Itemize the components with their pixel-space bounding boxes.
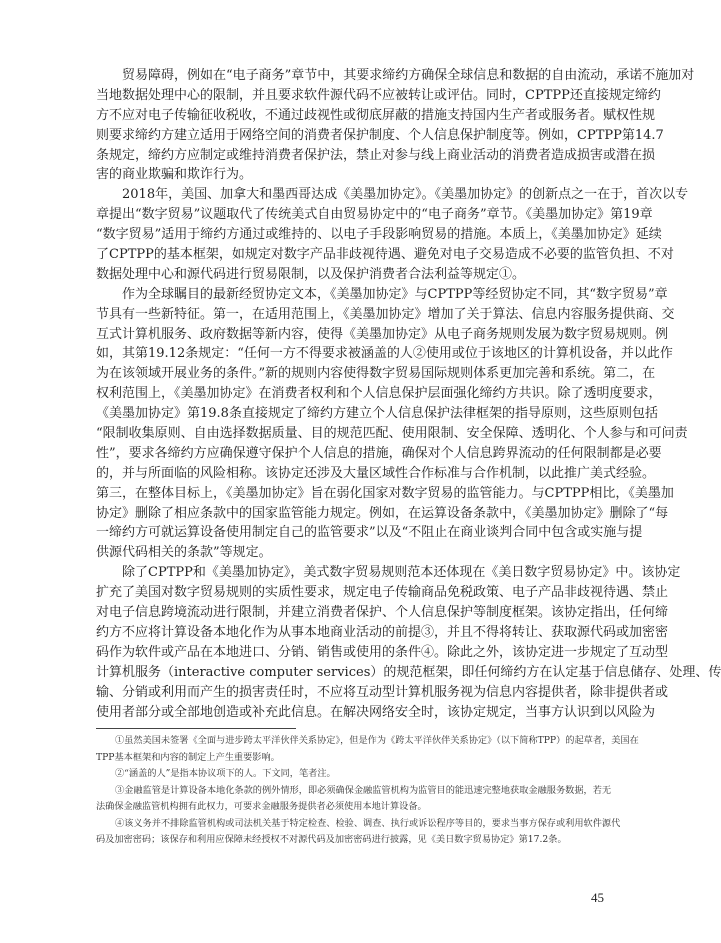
text-line: 码作为软件或产品在本地进口、分销、销售或使用的条件④。除此之外，该协定进一步规定了互动型: [96, 644, 669, 660]
text-line: 方不应对电子传输征收税收，不通过歧视性或彻底屏蔽的措施支持国内生产者或服务者。赋权性规: [96, 107, 656, 123]
footnote-line: ①虽然美国未签署《全面与进步跨太平洋伙伴关系协定》，但是作为《跨太平洋伙伴关系协定》（以下简称TPP）的起草者，美国在: [115, 735, 639, 746]
text-line: 供源代码相关的条款”等规定。: [96, 545, 272, 561]
text-line: 数据处理中心和源代码进行贸易限制，以及保护消费者合法利益等规定①。: [96, 266, 526, 282]
footnote: [96, 733, 639, 766]
text-line: 输、分销或利用而产生的损害责任时，不应将互动型计算机服务视为信息内容提供者，除非提供者或: [96, 684, 669, 700]
text-line: 作为全球瞩目的最新经贸协定文本，《美墨加协定》与CPTPP等经贸协定不同，其“数字贸易”章: [122, 286, 668, 302]
footnote-line: 法确保金融监管机构拥有此权力，可要求金融服务提供者必须使用本地计算设备。: [96, 801, 427, 812]
text-line: 了CPTPP的基本框架，如规定对数字产品非歧视待遇、避免对电子交易造成不必要的监管负担、不对: [96, 247, 674, 263]
text-line: 第三，在整体目标上，《美墨加协定》旨在弱化国家对数字贸易的监管能力。与CPTPP相比，《美墨加: [96, 485, 674, 501]
paragraph: [96, 285, 688, 563]
text-line: 权利范围上，《美墨加协定》在消费者权利和个人信息保护层面强化缔约方共识。除了透明度要求，: [96, 386, 662, 402]
footnotes: [96, 733, 639, 849]
text-line: 害的商业欺骗和欺诈行为。: [96, 167, 253, 183]
text-line: 使用者部分或全部地创造或补充此信息。在解决网络安全时，该协定规定，当事方认识到以风险为: [96, 704, 656, 720]
footnote-line: ③金融监管是计算设备本地化条款的例外情形，即必须确保金融监管机构为监管目的能迅速完整地获取金融服务数据，若无: [115, 784, 612, 796]
text-line: 则要求缔约方建立适用于网络空间的消费者保护制度、个人信息保护制度等。例如，CPTPP第14.7: [96, 127, 664, 143]
text-line: 条规定，缔约方应制定或维持消费者保护法，禁止对参与线上商业活动的消费者造成损害或潜在损: [96, 147, 656, 163]
text-line: 《美墨加协定》第19.8条直接规定了缔约方建立个人信息保护法律框架的指导原则，这些原则包括: [96, 406, 658, 422]
text-line: 除了CPTPP和《美墨加协定》，美式数字贸易规则范本还体现在《美日数字贸易协定》中。该协定: [122, 565, 681, 581]
body-text: [96, 66, 721, 722]
footnote: [96, 783, 612, 816]
text-line: 一缔约方可就运算设备使用制定自己的监管要求”以及“不阻止在商业谈判合同中包含或实施与提: [96, 525, 643, 541]
paragraph: [96, 185, 689, 284]
text-line: 约方不应将计算设备本地化作为从事本地商业活动的前提③，并且不得将转让、获取源代码或加密密: [96, 624, 669, 640]
text-line: 计算机服务（interactive computer services）的规范框架，即任何缔约方在认定基于信息储存、处理、传: [96, 664, 721, 680]
text-line: 为在该领域开展业务的条件。”新的规则内容使得数字贸易国际规则体系更加完善和系统。第二，在: [96, 366, 656, 382]
footnote-line: ②“涵盖的人”是指本协议项下的人。下文同，笔者注。: [115, 768, 336, 779]
text-line: 贸易障碍，例如在“电子商务”章节中，其要求缔约方确保全球信息和数据的自由流动，承诺不施加对: [122, 68, 695, 83]
text-line: 扩充了美国对数字贸易规则的实质性要求，规定电子传输商品免税政策、电子产品非歧视待遇、禁止: [96, 585, 669, 601]
text-line: 协定》删除了相应条款中的国家监管能力规定。例如，在运算设备条款中，《美墨加协定》删除了“每: [96, 505, 669, 521]
text-line: “限制收集原则、自由选择数据质量、目的规范匹配、使用限制、安全保障、透明化、个人参与和可问责: [96, 426, 688, 442]
text-line: 的，并与所面临的风险相称。该协定还涉及大量区域性合作标准与合作机制，以此推广美式经验。: [96, 465, 656, 481]
text-line: 章提出“数字贸易”议题取代了传统美式自由贸易协定中的“电子商务”章节。《美墨加协定》第19章: [96, 207, 653, 223]
footnote: [96, 816, 621, 849]
footnote-divider: [96, 728, 296, 729]
paragraph: [96, 563, 721, 722]
paragraph: [96, 66, 695, 185]
page-number: 45: [591, 890, 604, 905]
text-line: 如，其第19.12条规定：“任何一方不得要求被涵盖的人②使用或位于该地区的计算机设备，并以此作: [96, 346, 673, 362]
text-line: 节具有一些新特征。第一，在适用范围上，《美墨加协定》增加了关于算法、信息内容服务提供商、交: [96, 306, 675, 322]
text-line: 性”，要求各缔约方应确保遵守保护个人信息的措施，确保对个人信息跨界流动的任何限制都是必要: [96, 445, 662, 461]
text-line: “数字贸易”适用于缔约方通过或维持的、以电子手段影响贸易的措施。本质上，《美墨加协定》延续: [96, 227, 662, 243]
footnote-line: 码及加密密码；该保存和利用应保障未经授权不对源代码及加密密码进行披露，见《美日数字贸易协定》第17.2条。: [96, 834, 567, 845]
text-line: 互式计算机服务、政府数据等新内容，使得《美墨加协定》从电子商务规则发展为数字贸易规则。例: [96, 326, 669, 342]
footnote-line: ④该义务并不排除监管机构或司法机关基于特定检查、检验、调查、执行或诉讼程序等目的，要求当事方保存或利用软件源代: [115, 817, 621, 829]
text-line: 当地数据处理中心的限制，并且要求软件源代码不应被转让或评估。同时，CPTPP还直接规定缔约: [96, 87, 661, 103]
footnote-line: TPP基本框架和内容的制定上产生重要影响。: [96, 751, 280, 763]
footnote: [96, 766, 604, 783]
text-line: 对电子信息跨境流动进行限制，并建立消费者保护、个人信息保护等制度框架。该协定指出，任何缔: [96, 605, 669, 621]
text-line: 2018年，美国、加拿大和墨西哥达成《美墨加协定》。《美墨加协定》的创新点之一在于，首次以专: [122, 187, 689, 203]
